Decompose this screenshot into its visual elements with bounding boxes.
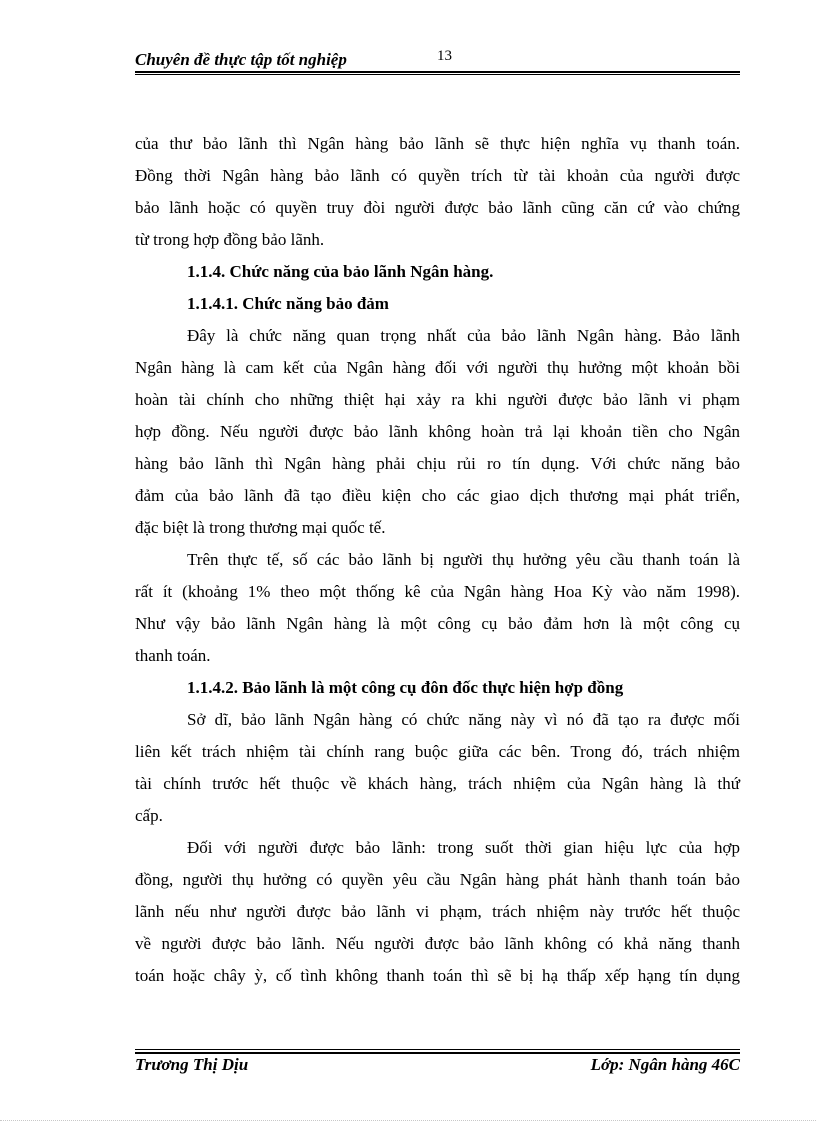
- text-line: của thư bảo lãnh thì Ngân hàng bảo lãnh sẽ thực hiện nghĩa vụ thanh toán.: [135, 134, 740, 153]
- paragraph-last-line: cấp.: [135, 806, 163, 825]
- page-header: [135, 48, 740, 72]
- text-line: Ngân hàng là cam kết của Ngân hàng đối với người thụ hưởng một khoản bồi: [135, 358, 740, 377]
- footer-divider: [135, 1052, 740, 1054]
- paragraph-first-line: Đây là chức năng quan trọng nhất của bảo lãnh Ngân hàng. Bảo lãnh: [187, 326, 740, 345]
- text-line: hàng bảo lãnh thì Ngân hàng phải chịu rủi ro tín dụng. Với chức năng bảo: [135, 454, 740, 473]
- text-line: liên kết trách nhiệm tài chính rang buộc giữa các bên. Trong đó, trách nhiệm: [135, 742, 740, 761]
- paragraph-last-line: thanh toán.: [135, 646, 211, 665]
- page-edge: [0, 1120, 816, 1121]
- text-line: toán hoặc chây ỳ, cố tình không thanh toán thì sẽ bị hạ thấp xếp hạng tín dụng: [135, 966, 740, 985]
- text-line: tài chính trước hết thuộc về khách hàng, trách nhiệm của Ngân hàng là thứ: [135, 774, 740, 793]
- author-name: Trương Thị Dịu: [135, 1055, 249, 1074]
- text-line: hợp đồng. Nếu người được bảo lãnh không hoàn trả lại khoản tiền cho Ngân: [135, 422, 740, 441]
- text-line: Như vậy bảo lãnh Ngân hàng là một công cụ bảo đảm hơn là một công cụ: [135, 614, 740, 633]
- text-line: bảo lãnh hoặc có quyền truy đòi người được bảo lãnh cũng căn cứ vào chứng: [135, 198, 740, 217]
- paragraph-last-line: từ trong hợp đồng bảo lãnh.: [135, 230, 325, 249]
- header-divider-thin: [135, 74, 740, 75]
- text-line: rất ít (khoảng 1% theo một thống kê của Ngân hàng Hoa Kỳ vào năm 1998).: [135, 582, 740, 601]
- text-line: về người được bảo lãnh. Nếu người được bảo lãnh không có khả năng thanh: [135, 934, 740, 953]
- paragraph-first-line: Sở dĩ, bảo lãnh Ngân hàng có chức năng này vì nó đã tạo ra được mối: [187, 710, 740, 729]
- footer-divider-thin: [135, 1049, 740, 1050]
- text-line: đồng, người thụ hưởng có quyền yêu cầu Ngân hàng phát hành thanh toán bảo: [135, 870, 740, 889]
- section-heading: 1.1.4.2. Bảo lãnh là một công cụ đôn đốc thực hiện hợp đồng: [187, 678, 624, 697]
- document-title: Chuyên đề thực tập tốt nghiệp: [135, 50, 347, 69]
- text-line: hoàn tài chính cho những thiệt hại xảy ra khi người được bảo lãnh vi phạm: [135, 390, 740, 409]
- page-body: [135, 128, 740, 992]
- page-number: 13: [437, 48, 452, 64]
- text-line: lãnh nếu như người được bảo lãnh vi phạm, trách nhiệm này trước hết thuộc: [135, 902, 740, 921]
- section-heading: 1.1.4. Chức năng của bảo lãnh Ngân hàng.: [187, 262, 494, 281]
- class-name: Lớp: Ngân hàng 46C: [590, 1055, 740, 1074]
- paragraph-last-line: đặc biệt là trong thương mại quốc tế.: [135, 518, 386, 537]
- header-divider: [135, 71, 740, 73]
- paragraph-first-line: Đối với người được bảo lãnh: trong suốt thời gian hiệu lực của hợp: [187, 838, 740, 857]
- page-footer: [135, 1055, 740, 1079]
- text-line: đảm của bảo lãnh đã tạo điều kiện cho các giao dịch thương mại phát triển,: [135, 486, 740, 505]
- text-line: Đồng thời Ngân hàng bảo lãnh có quyền trích từ tài khoản của người được: [135, 166, 740, 185]
- paragraph-first-line: Trên thực tế, số các bảo lãnh bị người thụ hưởng yêu cầu thanh toán là: [187, 550, 740, 569]
- section-heading: 1.1.4.1. Chức năng bảo đảm: [187, 294, 389, 313]
